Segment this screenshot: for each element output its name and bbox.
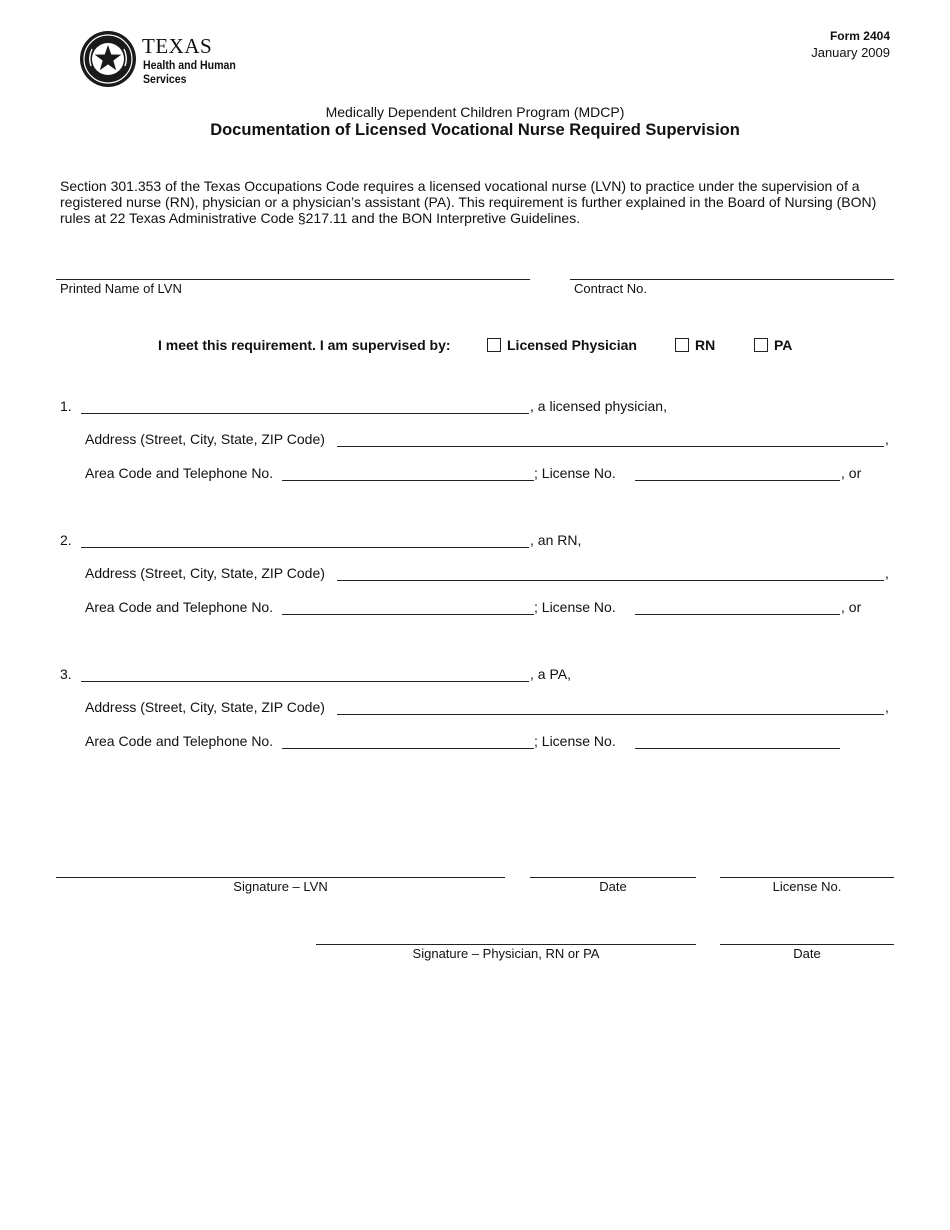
supervisor-name-input[interactable] [81,547,529,548]
address-input[interactable] [337,446,884,447]
line-end: , or [841,599,862,615]
license-label: ; License No. [534,599,616,615]
checkbox-box[interactable] [487,338,501,352]
license-input[interactable] [635,748,840,749]
intro-paragraph: Section 301.353 of the Texas Occupations Code requires a licensed vocational nurse (LVN) to practice under the supervision of a registered nurse (RN), physician or a physician’s assistant (PA). This requirement is further explained in the Board of Nursing (BON) rules at 22 Texas Administrative Code §217.11 and the BON Interpretive Guidelines. [60,178,877,226]
license-label: ; License No. [534,733,616,749]
lvn-name-input[interactable] [56,279,530,280]
license-label: ; License No. [534,465,616,481]
checkbox-rn[interactable] [675,337,715,353]
contract-no-input[interactable] [570,279,894,280]
address-comma: , [885,565,889,581]
address-input[interactable] [337,714,884,715]
supervisor-type-label: , a licensed physician, [530,398,667,414]
supervisor-type-label: , an RN, [530,532,582,548]
address-label: Address (Street, City, State, ZIP Code) [85,699,325,715]
lvn-license-input[interactable] [720,877,894,878]
logo-subtitle [143,59,236,87]
supervisor-signature-input[interactable] [316,944,696,945]
lvn-date-input[interactable] [530,877,696,878]
line-end: , or [841,465,862,481]
supervisor-date-label: Date [793,946,821,961]
phone-label: Area Code and Telephone No. [85,599,274,615]
supervisor-name-input[interactable] [81,681,529,682]
checkbox-box[interactable] [754,338,768,352]
contract-no-label: Contract No. [574,281,647,296]
license-input[interactable] [635,614,840,615]
supervisor-signature-label: Signature – Physician, RN or PA [412,946,600,961]
item-number: 2. [60,532,72,548]
supervisor-name-input[interactable] [81,413,529,414]
phone-input[interactable] [282,480,534,481]
form-number: Form 2404 [829,29,890,43]
checkbox-box[interactable] [675,338,689,352]
phone-input[interactable] [282,748,534,749]
form-date: January 2009 [811,45,890,60]
checkbox-pa[interactable] [754,337,792,353]
supervisor-type-label: , a PA, [530,666,571,682]
address-label: Address (Street, City, State, ZIP Code) [85,565,325,581]
phone-input[interactable] [282,614,534,615]
address-comma: , [885,699,889,715]
requirement-statement: I meet this requirement. I am supervised by: [158,337,451,353]
license-input[interactable] [635,480,840,481]
checkbox-licensed-physician[interactable] [487,337,637,353]
checkbox-label: Licensed Physician [507,337,637,353]
lvn-name-label: Printed Name of LVN [60,281,182,296]
item-number: 3. [60,666,72,682]
address-input[interactable] [337,580,884,581]
phone-label: Area Code and Telephone No. [85,733,274,749]
lvn-signature-label: Signature – LVN [233,879,328,894]
address-comma: , [885,431,889,447]
item-number: 1. [60,398,72,414]
lvn-license-label: License No. [772,879,842,894]
phone-label: Area Code and Telephone No. [85,465,274,481]
checkbox-label: RN [695,337,716,353]
logo-wordmark: TEXAS [142,34,213,58]
checkbox-label: PA [774,337,793,353]
logo-subtitle-line2: Services [143,74,187,86]
supervisor-date-input[interactable] [720,944,894,945]
address-label: Address (Street, City, State, ZIP Code) [85,431,325,447]
texas-star-seal-icon [79,30,137,88]
logo-subtitle-line1: Health and Human [143,60,236,72]
lvn-signature-input[interactable] [56,877,505,878]
page-title: Documentation of Licensed Vocational Nurse Required Supervision [210,121,740,139]
program-name: Medically Dependent Children Program (MDCP) [325,104,625,120]
lvn-date-label: Date [599,879,627,894]
